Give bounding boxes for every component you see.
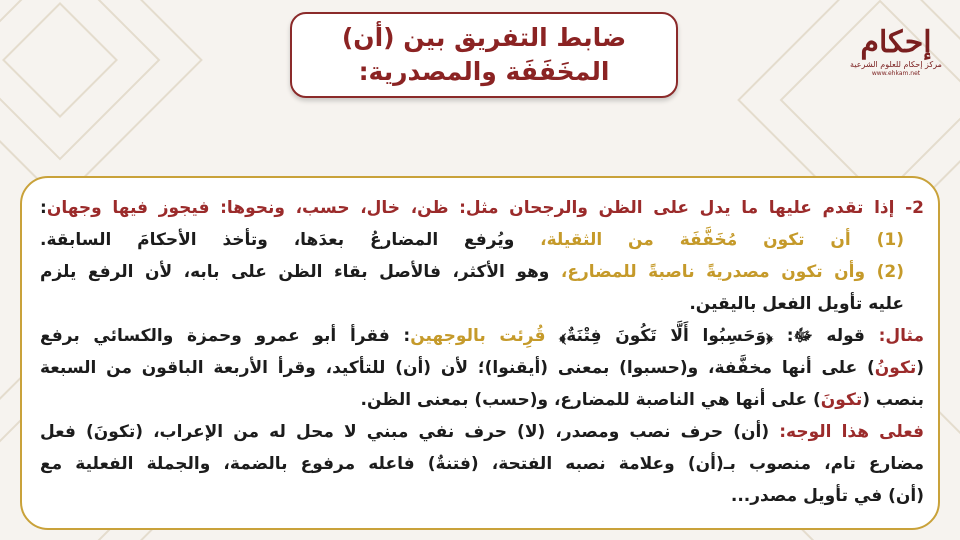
example-label: مثال:: [878, 326, 925, 346]
option-2-label: (2) وأن تكون مصدريةً ناصبةً للمضارع،: [560, 262, 904, 282]
rule-line-1: [40, 192, 924, 224]
option-1-label: (1) أن تكون مُخَفَّفَة من الثقيلة،: [540, 230, 904, 250]
parsing-line-1: فعلى هذا الوجه: (أن) حرف نصب ومصدر، (لا) حرف نفي مبني لا محل له من الإعراب، (تكونَ) فعل: [40, 422, 924, 442]
word-takuna: تكونَ: [820, 390, 863, 410]
option-2-line: [40, 256, 924, 288]
rule-colon: :: [40, 198, 47, 218]
option-2-continuation: عليه تأويل الفعل باليقين.: [689, 294, 904, 314]
logo-wordmark: إحكام: [860, 25, 932, 60]
option-1-text: ويُرفع المضارعُ بعدَها، وتأخذ الأحكامَ السابقة.: [40, 230, 541, 250]
parsing-label: فعلى هذا الوجه:: [779, 422, 924, 442]
logo-website: www.ehkam.net: [871, 70, 921, 77]
example-line-3: بنصب (تكونَ) على أنها هي الناصبة للمضارع، و(حسب) بمعنى الظن.: [360, 390, 924, 410]
brand-logo: [846, 26, 946, 96]
rule-heading: 2- إذا تقدم عليها ما يدل على الظن والرجحان مثل: ظن، خال، حسب، ونحوها: فيجوز فيها وجهان: [46, 198, 924, 218]
parsing-line-3: (أن) في تأويل مصدر...: [730, 486, 924, 506]
option-1-line: [40, 224, 924, 256]
example-line-1: [40, 320, 924, 352]
example-readers: : فقرأ أبو عمرو وحمزة والكسائي برفع: [40, 326, 411, 346]
page-title-line-2: المخَفَفَة والمصدرية:: [358, 57, 610, 86]
example-quote: قوله ﷻ: ﴿وَحَسِبُوا أَلَّا تَكُونَ فِتْنَةٌ﴾: [545, 326, 879, 346]
logo-subtitle: مركز إحكام للعلوم الشرعية: [850, 60, 942, 69]
option-2-text: وهو الأكثر، فالأصل بقاء الظن على بابه، لأن الرفع يلزم: [40, 262, 561, 282]
parsing-line-2: مضارع تام، منصوب بـ(أن) وعلامة نصبه الفتحة، (فتنةٌ) فاعله مرفوع بالضمة، والجملة الفعلية مع: [40, 454, 924, 474]
example-line-2: (تكونُ) على أنها مخفَّفة، و(حسبوا) بمعنى (أيقنوا)؛ لأن (أن) للتأكيد، وقرأ الأربعة الباقون من السبعة: [40, 358, 924, 378]
example-readings: قُرِئت بالوجهين: [410, 326, 546, 346]
content-card: [20, 176, 940, 530]
word-takunu: تكونُ: [874, 358, 917, 378]
page-title-line-1: ضابط التفريق بين (أن): [341, 23, 627, 52]
title-card: [290, 12, 678, 98]
